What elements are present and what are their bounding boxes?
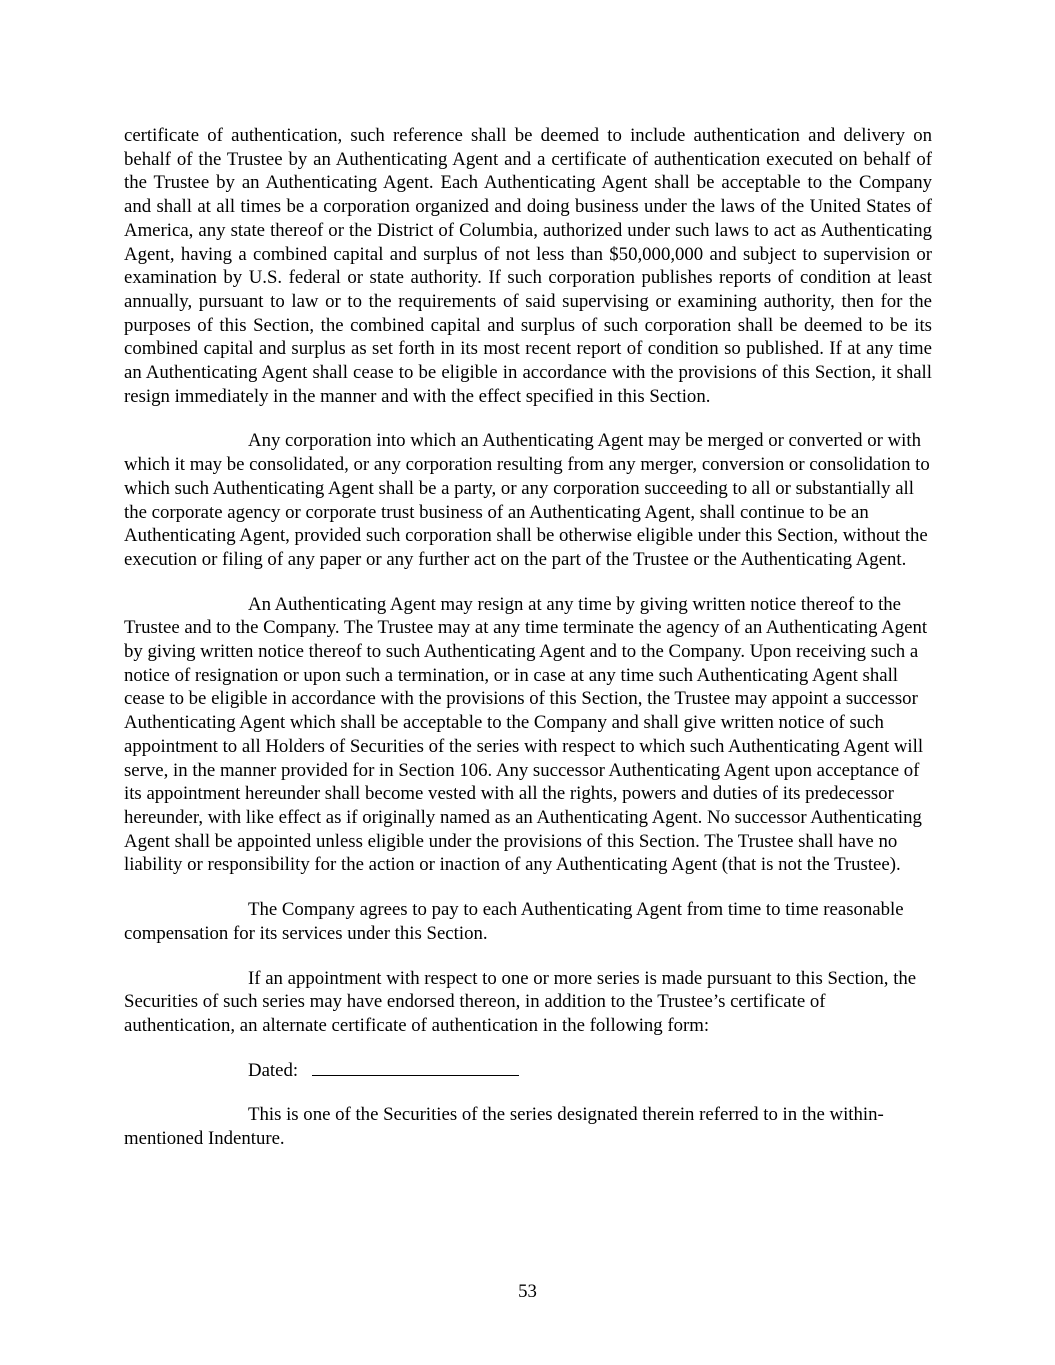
dated-label: Dated: [248,1059,299,1081]
document-page [124,124,932,1151]
paragraph-alternate-certificate: If an appointment with respect to one or more series is made pursuant to this Section, the Securities of such series may have endorsed thereon, in addition to the Trustee’s certificate of authentication, an alternate certificate of authentication in the following form: [124,967,917,1036]
paragraph-compensation: The Company agrees to pay to each Authenticating Agent from time to time reasonable compensation for its services under this Section. [124,899,904,944]
paragraph-resignation-termination: An Authenticating Agent may resign at any time by giving written notice thereof to the Trustee and to the Company. The Trustee may at any time terminate the agency of an Authenticating Agent by giving written notice thereof to such Authenticating Agent and to the Company. Upon receiving such a notice of resignation or upon such a termination, or in case at any time such Authenticating Agent shall cease to be eligible in accordance with the provisions of this Section, the Trustee may appoint a successor Authenticating Agent which shall be acceptable to the Company and shall give written notice of such appointment to all Holders of Securities of the series with respect to which such Authenticating Agent will serve, in the manner provided for in Section 106. Any successor Authenticating Agent upon acceptance of its appointment hereunder shall become vested with all the rights, powers and duties of its predecessor hereunder, with like effect as if originally named as an Authenticating Agent. No successor Authenticating Agent shall be appointed unless eligible under the provisions of this Section. The Trustee shall have no liability or responsibility for the action or inaction of any Authenticating Agent (that is not the Trustee). [124,593,928,876]
dated-line [248,1059,932,1083]
page-number: 53 [518,1281,537,1302]
paragraph-merger-consolidation: Any corporation into which an Authenticating Agent may be merged or converted or with which it may be consolidated, or any corporation resulting from any merger, conversion or consolidation to which such Authenticating Agent shall be a party, or any corporation succeeding to all or substantially all the corporate agency or corporate trust business of an Authenticating Agent, shall continue to be an Authenticating Agent, provided such corporation shall be otherwise eligible under this Section, without the execution or filing of any paper or any further act on the part of the Trustee or the Authenticating Agent. [124,430,930,570]
dated-blank-line [312,1060,519,1076]
paragraph-securities-designation: This is one of the Securities of the series designated therein referred to in the within-mentioned Indenture. [124,1104,884,1150]
paragraph-authenticating-agent-eligibility: certificate of authentication, such reference shall be deemed to include authentication and delivery on behalf of the Trustee by an Authenticating Agent and a certificate of authentication executed on behalf of the Trustee by an Authenticating Agent. Each Authenticating Agent shall be acceptable to the Company and shall at all times be a corporation organized and doing business under the laws of the United States of America, any state thereof or the District of Columbia, authorized under such laws to act as Authenticating Agent, having a combined capital and surplus of not less than $50,000,000 and subject to supervision or examination by U.S. federal or state authority. If such corporation publishes reports of condition at least annually, pursuant to law or to the requirements of said supervising or examining authority, then for the purposes of this Section, the combined capital and surplus of such corporation shall be deemed to be its combined capital and surplus as set forth in its most recent report of condition so published. If at any time an Authenticating Agent shall cease to be eligible in accordance with the provisions of this Section, it shall resign immediately in the manner and with the effect specified in this Section. [124,125,932,407]
